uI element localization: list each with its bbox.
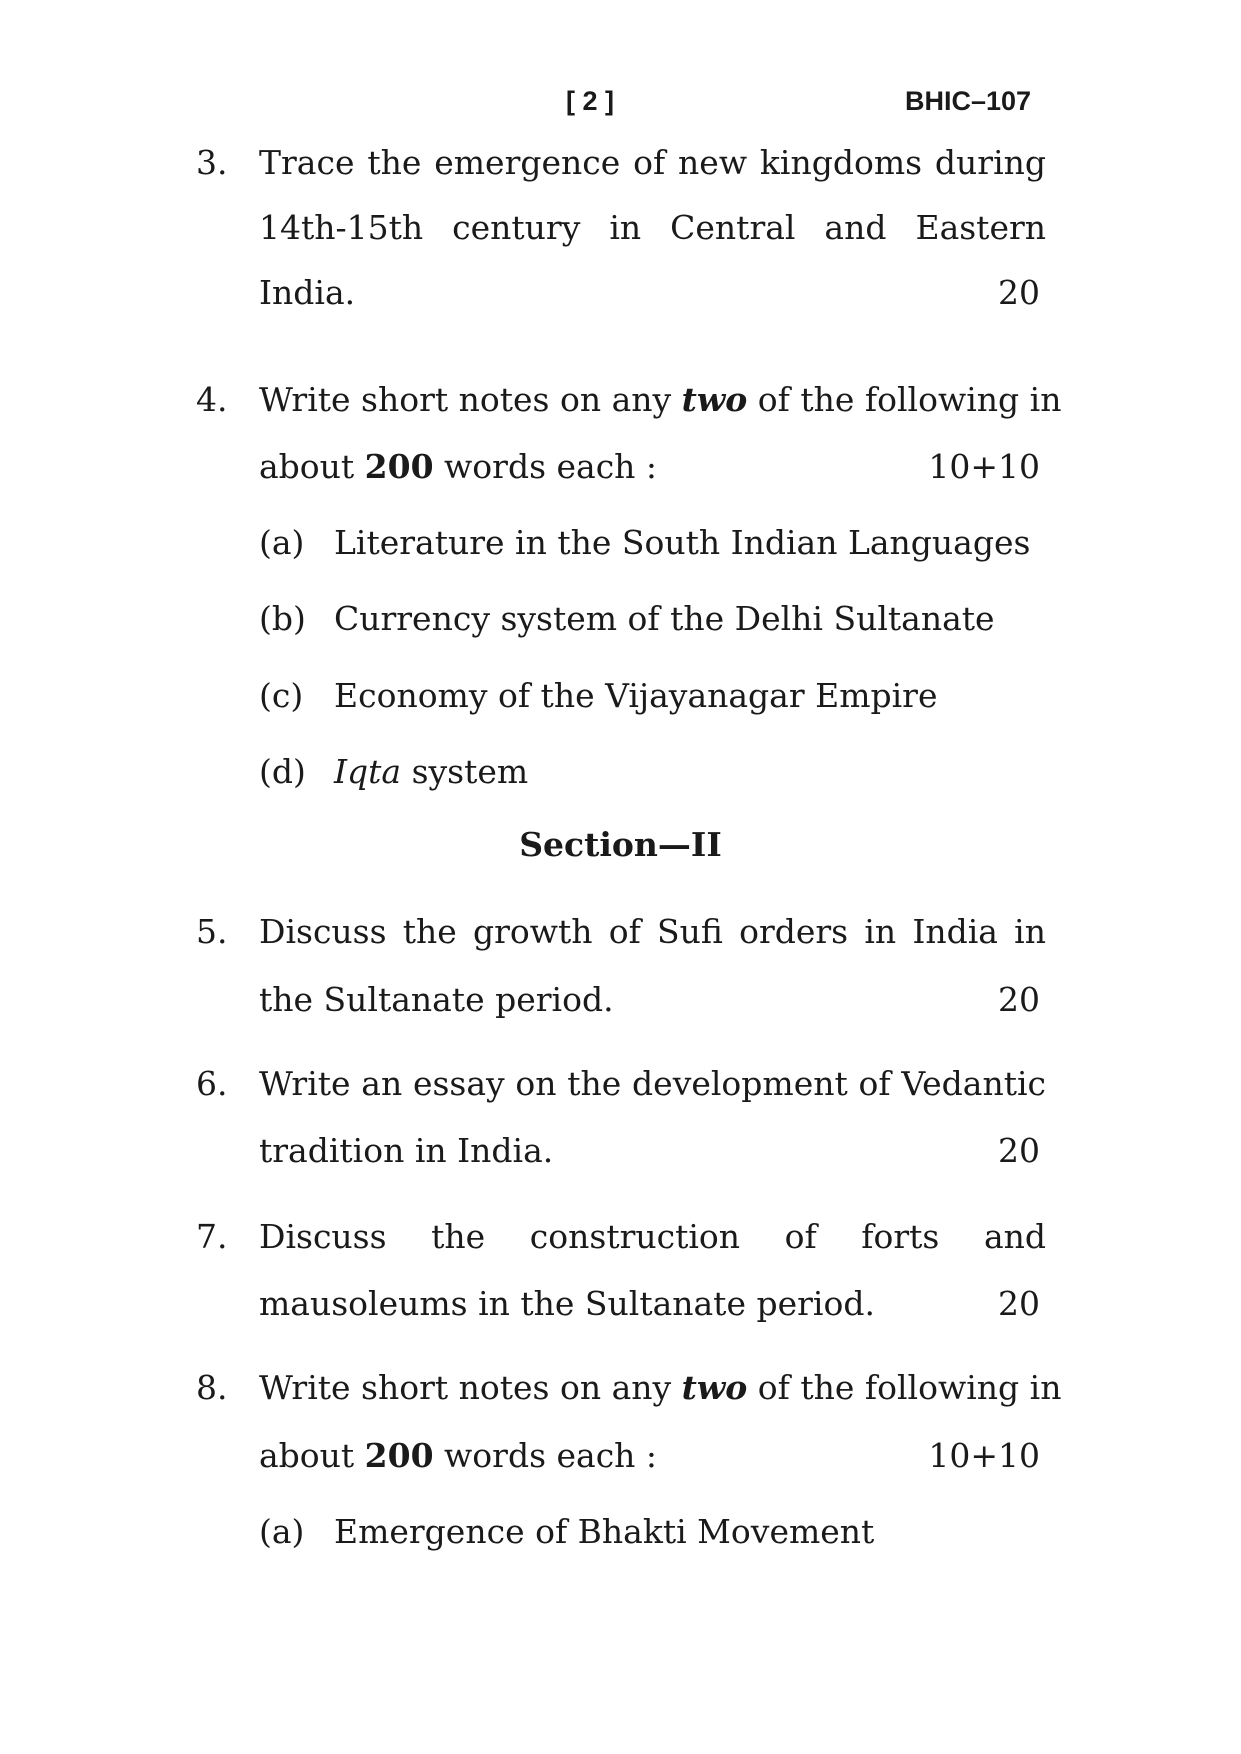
question-number: 8. [196, 1368, 228, 1407]
question-text-line: India. [259, 273, 356, 312]
question-text-line: tradition in India. [259, 1131, 554, 1170]
question-text-line: Discuss the construction of forts and [259, 1217, 1046, 1256]
page-number: [ 2 ] [566, 86, 615, 116]
sub-item: (a) Literature in the South Indian Languages [259, 523, 1031, 562]
question-text-line: Write short notes on any two of the following in [259, 380, 1062, 419]
question-text-line: about 200 words each : [259, 1436, 658, 1475]
question-text-line: Discuss the growth of Sufi orders in India in [259, 912, 1046, 951]
question-number: 6. [196, 1064, 228, 1103]
question-text-line: the Sultanate period. [259, 980, 614, 1019]
marks: 20 [998, 273, 1040, 312]
emphasis-200: 200 [364, 447, 434, 486]
question-number: 5. [196, 912, 228, 951]
sub-item: (c) Economy of the Vijayanagar Empire [259, 676, 938, 715]
question-text-line: 14th-15th century in Central and Eastern [259, 208, 1046, 247]
question-number: 7. [196, 1217, 228, 1256]
marks: 10+10 [928, 447, 1040, 486]
marks: 20 [998, 980, 1040, 1019]
question-number: 4. [196, 380, 228, 419]
sub-item: (b) Currency system of the Delhi Sultanate [259, 599, 995, 638]
question-number: 3. [196, 143, 228, 182]
question-text-line: mausoleums in the Sultanate period. [259, 1284, 875, 1323]
marks: 20 [998, 1131, 1040, 1170]
emphasis-two: two [681, 380, 748, 419]
marks: 10+10 [928, 1436, 1040, 1475]
course-code: BHIC–107 [905, 86, 1032, 116]
question-text-line: about 200 words each : [259, 447, 658, 486]
question-text-line: Write an essay on the development of Vedantic [259, 1064, 1046, 1103]
question-text-line: Write short notes on any two of the following in [259, 1368, 1062, 1407]
emphasis-200: 200 [364, 1436, 434, 1475]
sub-item: (a) Emergence of Bhakti Movement [259, 1512, 875, 1551]
section-heading: Section—II [519, 825, 722, 864]
question-text-line: Trace the emergence of new kingdoms during [259, 143, 1046, 182]
sub-item: (d) Iqta system [259, 752, 529, 791]
marks: 20 [998, 1284, 1040, 1323]
emphasis-two: two [681, 1368, 748, 1407]
